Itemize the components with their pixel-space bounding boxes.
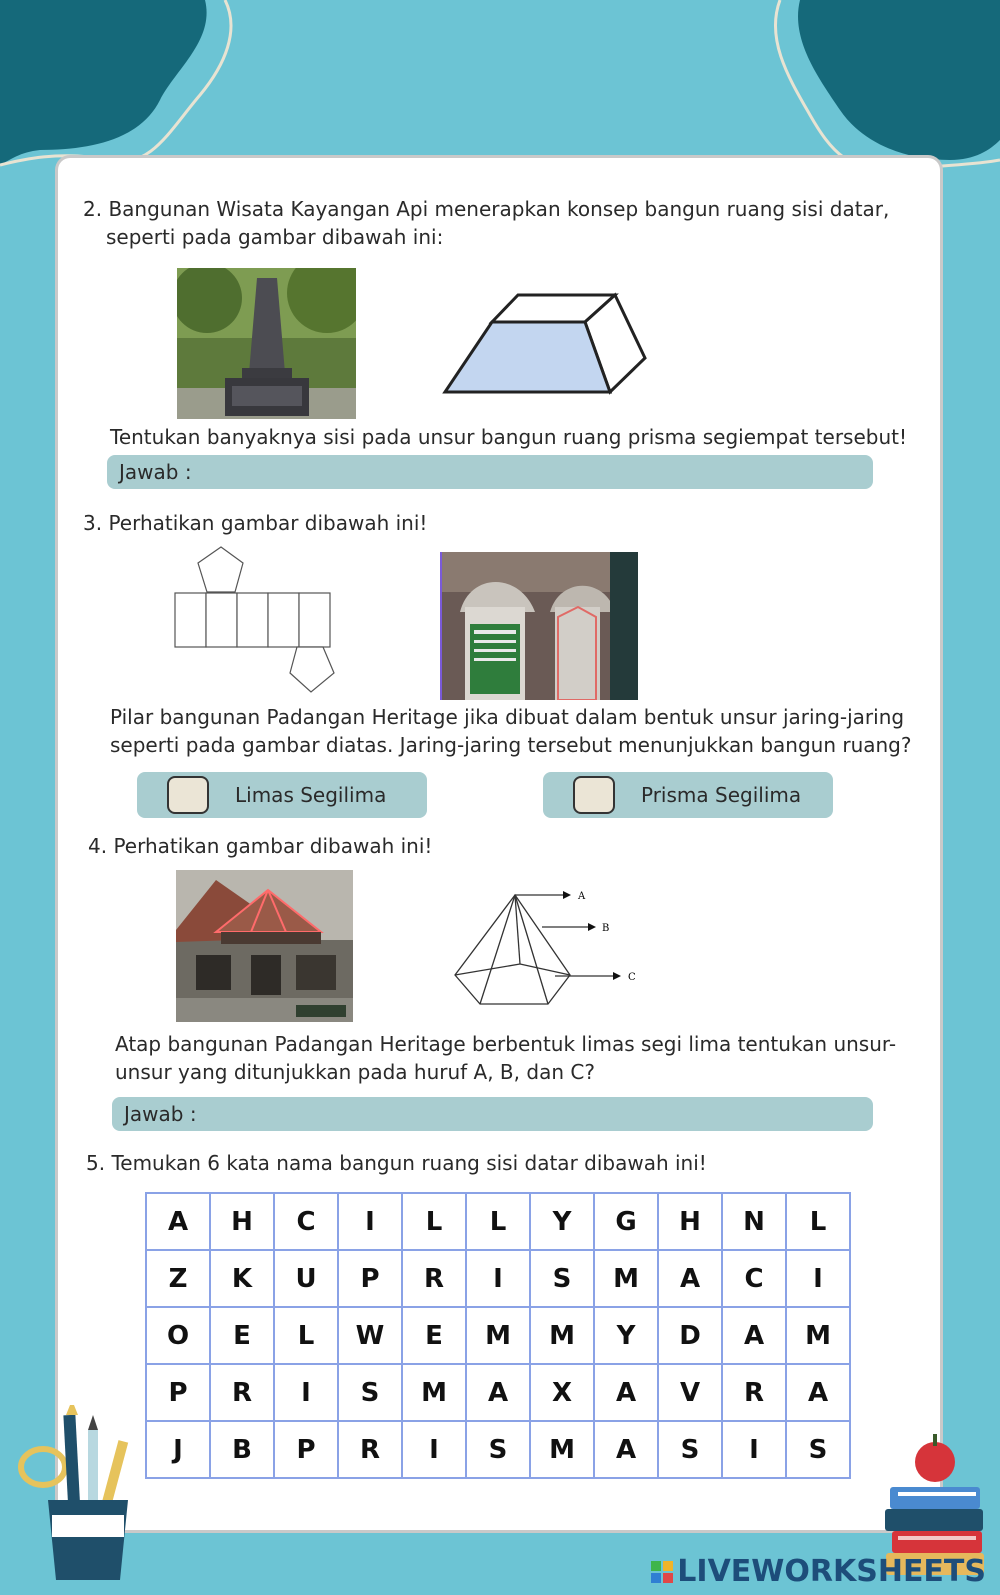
grid-cell[interactable]: W [338, 1307, 402, 1364]
grid-row [146, 1193, 850, 1250]
choice-checkbox[interactable] [167, 776, 209, 814]
grid-cell[interactable]: L [466, 1193, 530, 1250]
q2-line2: seperti pada gambar dibawah ini: [106, 225, 444, 249]
grid-cell[interactable]: V [658, 1364, 722, 1421]
grid-cell[interactable]: S [786, 1421, 850, 1478]
grid-cell[interactable]: S [338, 1364, 402, 1421]
grid-cell[interactable]: M [530, 1307, 594, 1364]
grid-cell[interactable]: I [338, 1193, 402, 1250]
q3-line2: seperti pada gambar diatas. Jaring-jaring tersebut menunjukkan bangun ruang? [110, 733, 912, 757]
q5-title: 5. Temukan 6 kata nama bangun ruang sisi datar dibawah ini! [86, 1151, 707, 1175]
grid-cell[interactable]: Y [530, 1193, 594, 1250]
choice-checkbox[interactable] [573, 776, 615, 814]
grid-cell[interactable]: E [210, 1307, 274, 1364]
brand-text: LIVEWORKSHEETS [677, 1554, 986, 1589]
grid-cell[interactable]: A [466, 1364, 530, 1421]
grid-row [146, 1307, 850, 1364]
grid-cell[interactable]: M [466, 1307, 530, 1364]
grid-cell[interactable]: R [722, 1364, 786, 1421]
grid-cell[interactable]: J [146, 1421, 210, 1478]
grid-cell[interactable]: L [786, 1193, 850, 1250]
grid-cell[interactable]: A [594, 1364, 658, 1421]
grid-cell[interactable]: X [530, 1364, 594, 1421]
choice-label: Limas Segilima [235, 783, 387, 807]
grid-cell[interactable]: A [786, 1364, 850, 1421]
grid-cell[interactable]: C [722, 1250, 786, 1307]
grid-cell[interactable]: S [530, 1250, 594, 1307]
grid-row [146, 1250, 850, 1307]
grid-cell[interactable]: C [274, 1193, 338, 1250]
grid-cell[interactable]: U [274, 1250, 338, 1307]
choice-limas-segilima[interactable] [137, 772, 427, 818]
liveworksheets-logo[interactable] [651, 1554, 986, 1589]
grid-cell[interactable]: I [786, 1250, 850, 1307]
grid-row [146, 1364, 850, 1421]
label-a: A [578, 891, 586, 902]
liveworksheets-icon [651, 1561, 673, 1583]
grid-cell[interactable]: M [594, 1250, 658, 1307]
grid-cell[interactable]: A [722, 1307, 786, 1364]
grid-cell[interactable]: M [530, 1421, 594, 1478]
pentagonal-prism-net [172, 545, 347, 695]
pencil-cup-illustration [8, 1405, 138, 1590]
q2-answer-field[interactable]: Jawab : [107, 455, 873, 489]
grid-cell[interactable]: A [658, 1250, 722, 1307]
choice-prisma-segilima[interactable] [543, 772, 833, 818]
grid-cell[interactable]: I [402, 1421, 466, 1478]
label-c: C [628, 972, 636, 983]
q4-line2: unsur yang ditunjukkan pada huruf A, B, dan C? [115, 1060, 595, 1084]
grid-cell[interactable]: I [466, 1250, 530, 1307]
word-search-grid [145, 1192, 851, 1479]
grid-cell[interactable]: E [402, 1307, 466, 1364]
grid-cell[interactable]: R [402, 1250, 466, 1307]
grid-cell[interactable]: A [146, 1193, 210, 1250]
grid-cell[interactable]: I [722, 1421, 786, 1478]
q4-line1: Atap bangunan Padangan Heritage berbentuk limas segi lima tentukan unsur- [115, 1032, 897, 1056]
grid-cell[interactable]: S [658, 1421, 722, 1478]
grid-cell[interactable]: B [210, 1421, 274, 1478]
grid-cell[interactable]: Y [594, 1307, 658, 1364]
grid-cell[interactable]: A [594, 1421, 658, 1478]
grid-cell[interactable]: H [210, 1193, 274, 1250]
grid-cell[interactable]: P [274, 1421, 338, 1478]
monument-photo [177, 268, 356, 419]
pillar-photo [440, 552, 638, 700]
prism-diagram [440, 290, 650, 402]
q3-line1: Pilar bangunan Padangan Heritage jika dibuat dalam bentuk unsur jaring-jaring [110, 705, 905, 729]
grid-cell[interactable]: G [594, 1193, 658, 1250]
grid-cell[interactable]: M [402, 1364, 466, 1421]
grid-cell[interactable]: K [210, 1250, 274, 1307]
grid-cell[interactable]: I [274, 1364, 338, 1421]
grid-cell[interactable]: N [722, 1193, 786, 1250]
q2-question: Tentukan banyaknya sisi pada unsur bangun ruang prisma segiempat tersebut! [110, 425, 908, 449]
grid-cell[interactable]: S [466, 1421, 530, 1478]
grid-cell[interactable]: Z [146, 1250, 210, 1307]
grid-cell[interactable]: P [338, 1250, 402, 1307]
grid-cell[interactable]: P [146, 1364, 210, 1421]
heritage-roof-photo [176, 870, 353, 1022]
grid-cell[interactable]: L [274, 1307, 338, 1364]
q2-line1: 2. Bangunan Wisata Kayangan Api menerapkan konsep bangun ruang sisi datar, [83, 197, 890, 221]
grid-cell[interactable]: O [146, 1307, 210, 1364]
grid-cell[interactable]: R [338, 1421, 402, 1478]
grid-cell[interactable]: L [402, 1193, 466, 1250]
label-b: B [602, 923, 610, 934]
grid-cell[interactable]: D [658, 1307, 722, 1364]
grid-cell[interactable]: H [658, 1193, 722, 1250]
grid-cell[interactable]: M [786, 1307, 850, 1364]
q3-title: 3. Perhatikan gambar dibawah ini! [83, 511, 428, 535]
grid-cell[interactable]: R [210, 1364, 274, 1421]
grid-row [146, 1421, 850, 1478]
q4-title: 4. Perhatikan gambar dibawah ini! [88, 834, 433, 858]
choice-label: Prisma Segilima [641, 783, 802, 807]
pentagonal-pyramid-diagram [450, 882, 650, 1007]
q4-answer-field[interactable]: Jawab : [112, 1097, 873, 1131]
